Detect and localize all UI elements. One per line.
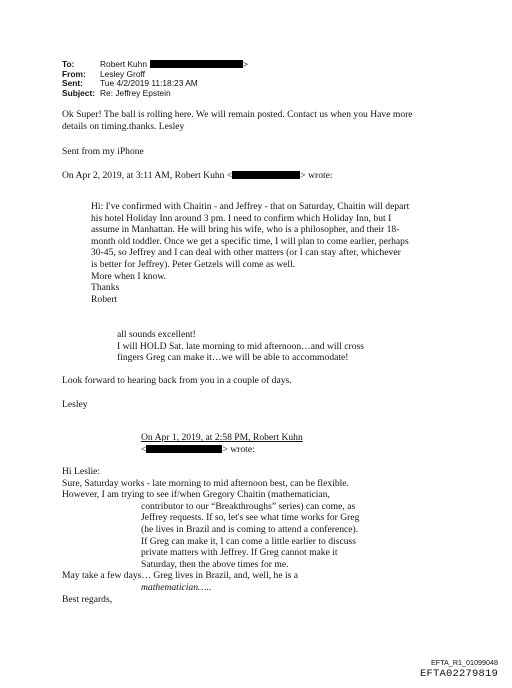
quote-line: is better for Jeffrey). Peter Getzels will come as well.: [91, 258, 296, 270]
quote-line: Jeffrey requests. If so, let's see what time works for Greg: [141, 512, 360, 524]
quote-line: fingers Greg can make it…we will be able to accommodate!: [117, 352, 349, 364]
reply-line: details on timing.thanks. Lesley: [62, 120, 185, 132]
quote-line: Best regards,: [62, 593, 113, 605]
quote-line: Hi: I've confirmed with Chaitin - and Jeffrey - that on Saturday, Chaitin will depart: [91, 201, 410, 212]
quote-line: I will HOLD Sat. late morning to mid afternoon…and will cross: [117, 340, 364, 352]
sent-value: Tue 4/2/2019 11:18:23 AM: [100, 78, 198, 89]
quote-attribution-1: [62, 170, 333, 182]
attribution-text: On Apr 2, 2019, at 3:11 AM, Robert Kuhn <: [62, 170, 233, 181]
quote-line: all sounds excellent!: [117, 329, 196, 340]
attribution-text: > wrote:: [222, 443, 255, 455]
quoted-message-1: [91, 201, 409, 305]
attribution-text: > wrote:: [300, 170, 333, 181]
from-label: From:: [62, 68, 86, 79]
quote-line: (he lives in Brazil and is coming to attend a conference).: [141, 523, 359, 535]
from-value: Lesley Groff: [100, 68, 145, 79]
to-row: [62, 60, 248, 70]
quote-line: May take a few days… Greg lives in Brazil, and, well, he is a: [62, 570, 299, 582]
subject-row: [62, 89, 248, 99]
subject-value: Re: Jeffrey Epstein: [100, 87, 171, 98]
quote-line: More when I know.: [91, 270, 167, 282]
quoted-message-3: [62, 466, 359, 605]
redaction-box: [232, 171, 300, 179]
look-forward-line: Look forward to hearing back from you in a couple of days.: [62, 375, 292, 386]
quote-line: Saturday, then the above times for me.: [141, 558, 289, 570]
signature-lesley: Lesley: [62, 399, 88, 410]
to-value: Robert Kuhn: [100, 59, 148, 69]
reply-paragraph: [62, 109, 413, 132]
to-label: To:: [62, 59, 75, 69]
redaction-box: [146, 445, 222, 453]
quote-line: contributor to our “Breakthroughs” series) can come, as: [141, 500, 356, 512]
reply-line: Ok Super! The ball is rolling here. We will remain posted. Contact us when you Have more: [62, 109, 413, 120]
bates-number-r1: EFTA_R1_01099048: [431, 658, 498, 667]
quote-line: Thanks: [91, 282, 120, 294]
quote-line: However, I am trying to see if/when Gregory Chaitin (mathematician,: [62, 489, 330, 501]
quote-line: month old toddler. Once we get a specific time, I will plan to come earlier, perhaps: [91, 235, 409, 247]
sent-label: Sent:: [62, 78, 83, 89]
quote-line: assume in Manhattan. He will bring his wife, who is a philosopher, and their 18-: [91, 224, 400, 236]
quote-line: Hi Leslie:: [62, 466, 101, 477]
quote-line: private matters with Jeffrey. If Greg cannot make it: [141, 547, 338, 559]
quote-attribution-2: [141, 432, 303, 455]
bates-number: EFTA02279819: [419, 668, 498, 680]
sent-from-line: Sent from my iPhone: [62, 146, 144, 157]
quote-line: 30-45, so Jeffrey and I can deal with other matters (or I can stay after, whichever: [91, 247, 401, 259]
quoted-message-2: [117, 329, 364, 364]
redaction-box: [150, 60, 243, 68]
subject-label: Subject:: [62, 87, 96, 98]
attribution-text: On Apr 1, 2019, at 2:58 PM, Robert Kuhn: [141, 432, 303, 443]
to-close: >: [243, 59, 248, 69]
quote-line: If Greg can make it, I can come a little earlier to discuss: [141, 535, 356, 547]
email-header: [62, 60, 248, 98]
quote-line: Robert: [91, 293, 118, 305]
quote-line: his hotel Holiday Inn around 3 pm. I need to confirm which Holiday Inn, but I: [91, 212, 392, 224]
quote-line: mathematician…..: [141, 581, 212, 593]
attribution-text: <: [141, 443, 147, 455]
quote-line: Sure, Saturday works - late morning to mid afternoon best, can be flexible.: [62, 477, 349, 489]
